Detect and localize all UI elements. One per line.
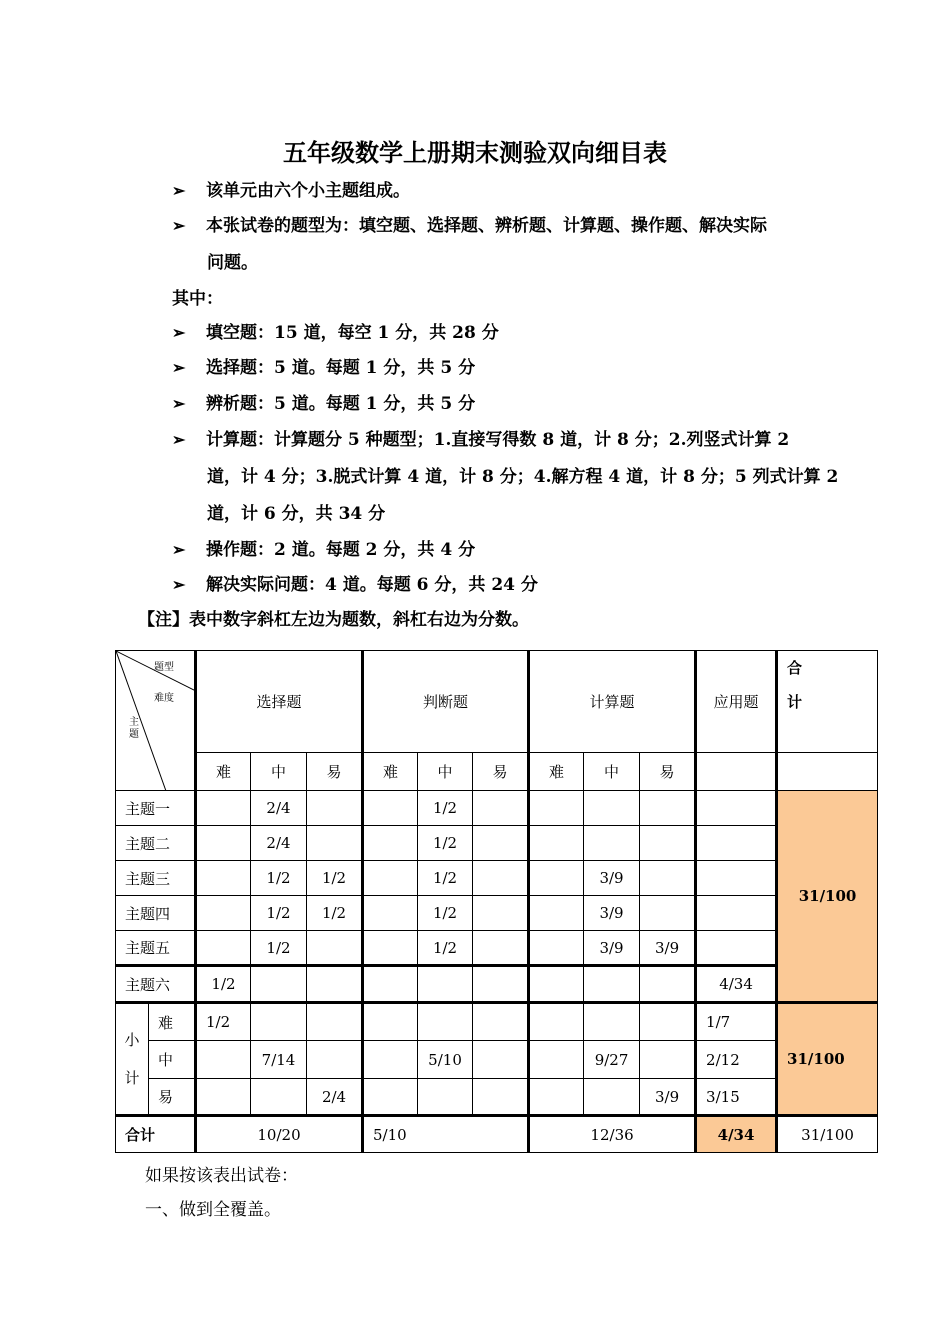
subtotal-row: [116, 1079, 878, 1116]
bullet-continuation: 道，计 4 分；3.脱式计算 4 道，计 8 分；4.解方程 4 道，计 8 分；5 列式计算 2: [207, 467, 839, 487]
bullet-line: [172, 425, 789, 450]
cell-calc-mid: [584, 1003, 640, 1041]
bullet-text: 计算题：计算题分 5 种题型；1.直接写得数 8 道，计 8 分；2.列竖式计算 2: [206, 430, 790, 450]
level-easy: 易: [307, 753, 363, 791]
subtotal-level: 易: [149, 1079, 196, 1116]
cell-judge-easy: [473, 791, 529, 826]
grand-total-label: 合计: [116, 1116, 196, 1153]
grand-total-row: [116, 1116, 878, 1153]
type-total-a: 合: [787, 659, 803, 677]
cell-calc-hard: [529, 1079, 584, 1116]
cell-calc-mid: 3/9: [584, 896, 640, 931]
cell-calc-hard: [529, 896, 584, 931]
cell-judge-hard: [363, 1079, 418, 1116]
cell-calc-easy: [640, 896, 696, 931]
cell-judge-hard: [363, 966, 418, 1003]
type-apply: 应用题: [696, 651, 777, 753]
header-level-row: [116, 753, 878, 791]
level-easy: 易: [473, 753, 529, 791]
arrow-bullet-icon: ➢: [172, 216, 186, 235]
table-row: [116, 931, 878, 966]
bullet-text: 辨析题：5 道。每题 1 分，共 5 分: [206, 394, 476, 414]
type-choice: 选择题: [196, 651, 363, 753]
type-total-b: 计: [787, 693, 803, 711]
cell-calc-easy: 3/9: [640, 931, 696, 966]
type-total: [777, 651, 878, 753]
cell-choice-easy: [307, 1041, 363, 1079]
bullet-continuation: 问题。: [207, 253, 258, 273]
cell-judge-hard: [363, 931, 418, 966]
cell-calc-hard: [529, 966, 584, 1003]
bullet-line: [172, 389, 475, 414]
cell-calc-hard: [529, 931, 584, 966]
grand-choice: 10/20: [196, 1116, 363, 1153]
cell-apply: 4/34: [696, 966, 777, 1003]
level-mid: 中: [584, 753, 640, 791]
cell-choice-mid: [251, 966, 307, 1003]
table-note: 【注】表中数字斜杠左边为题数，斜杠右边为分数。: [138, 610, 529, 630]
cell-apply: 1/7: [696, 1003, 777, 1041]
cell-choice-easy: [307, 1003, 363, 1041]
arrow-bullet-icon: ➢: [172, 540, 186, 559]
cell-choice-mid: [251, 1079, 307, 1116]
after-line-1: 如果按该表出试卷：: [145, 1166, 298, 1186]
cell-calc-easy: [640, 1041, 696, 1079]
cell-judge-mid: 1/2: [418, 826, 473, 861]
cell-judge-easy: [473, 861, 529, 896]
cell-choice-mid: 1/2: [251, 861, 307, 896]
cell-choice-hard: 1/2: [196, 1003, 251, 1041]
diagonal-header-cell: [116, 651, 196, 791]
cell-apply: [696, 791, 777, 826]
cell-choice-easy: [307, 931, 363, 966]
cell-choice-mid: 2/4: [251, 791, 307, 826]
subtotal-label-a: 小: [124, 1031, 140, 1049]
cell-judge-mid: 1/2: [418, 791, 473, 826]
grand-calc: 12/36: [529, 1116, 696, 1153]
cell-apply: [696, 826, 777, 861]
cell-apply: [696, 896, 777, 931]
topic-label: 主题五: [116, 931, 196, 966]
cell-choice-easy: [307, 966, 363, 1003]
after-line-2: 一、做到全覆盖。: [145, 1200, 281, 1220]
cell-choice-hard: [196, 1041, 251, 1079]
specification-table: [115, 650, 878, 1153]
cell-calc-easy: [640, 861, 696, 896]
topic-label: 主题三: [116, 861, 196, 896]
cell-calc-hard: [529, 826, 584, 861]
cell-calc-easy: [640, 826, 696, 861]
cell-judge-easy: [473, 1003, 529, 1041]
level-easy: 易: [640, 753, 696, 791]
bullet-text: 操作题：2 道。每题 2 分，共 4 分: [206, 540, 476, 560]
cell-choice-easy: 1/2: [307, 896, 363, 931]
corner-difficulty-label: 难度: [154, 693, 174, 704]
bullet-line: [172, 570, 538, 595]
corner-topic-label-b: 题: [129, 729, 139, 740]
cell-judge-easy: [473, 1079, 529, 1116]
grand-total: 31/100: [777, 1116, 878, 1153]
cell-choice-easy: 2/4: [307, 1079, 363, 1116]
type-judge: 判断题: [363, 651, 529, 753]
level-hard: 难: [196, 753, 251, 791]
bullet-text: 选择题：5 道。每题 1 分，共 5 分: [206, 358, 476, 378]
cell-judge-mid: 5/10: [418, 1041, 473, 1079]
cell-judge-mid: 1/2: [418, 896, 473, 931]
bullet-text: 填空题：15 道，每空 1 分，共 28 分: [206, 323, 499, 343]
subtotal-level: 中: [149, 1041, 196, 1079]
bullet-line: [172, 211, 767, 236]
arrow-bullet-icon: ➢: [172, 181, 186, 200]
cell-judge-mid: [418, 1003, 473, 1041]
cell-judge-hard: [363, 791, 418, 826]
header-type-row: [116, 651, 878, 753]
level-total-blank: [777, 753, 878, 791]
corner-type-label: 题型: [154, 662, 174, 673]
cell-judge-mid: [418, 1079, 473, 1116]
cell-calc-easy: [640, 1003, 696, 1041]
cell-calc-hard: [529, 791, 584, 826]
cell-apply: [696, 931, 777, 966]
table-row: [116, 896, 878, 931]
cell-choice-hard: [196, 896, 251, 931]
cell-judge-mid: [418, 966, 473, 1003]
cell-choice-hard: 1/2: [196, 966, 251, 1003]
cell-choice-easy: [307, 826, 363, 861]
cell-judge-hard: [363, 1041, 418, 1079]
subtotal-row: [116, 1041, 878, 1079]
subtotal-level: 难: [149, 1003, 196, 1041]
cell-calc-mid: [584, 1079, 640, 1116]
cell-choice-easy: [307, 791, 363, 826]
cell-choice-mid: 1/2: [251, 896, 307, 931]
cell-choice-hard: [196, 861, 251, 896]
topic-label: 主题四: [116, 896, 196, 931]
cell-judge-hard: [363, 826, 418, 861]
bullet-line: [172, 353, 475, 378]
cell-choice-mid: 7/14: [251, 1041, 307, 1079]
cell-choice-hard: [196, 791, 251, 826]
cell-judge-mid: 1/2: [418, 861, 473, 896]
arrow-bullet-icon: ➢: [172, 323, 186, 342]
type-calc: 计算题: [529, 651, 696, 753]
topic-label: 主题二: [116, 826, 196, 861]
cell-judge-hard: [363, 1003, 418, 1041]
cell-calc-mid: 3/9: [584, 931, 640, 966]
bullet-text: 该单元由六个小主题组成。: [206, 181, 410, 201]
level-apply-blank: [696, 753, 777, 791]
arrow-bullet-icon: ➢: [172, 358, 186, 377]
arrow-bullet-icon: ➢: [172, 394, 186, 413]
cell-judge-easy: [473, 966, 529, 1003]
topic-rows: [116, 791, 878, 1003]
subtotal-total: 31/100: [777, 1003, 878, 1116]
topic-label: 主题六: [116, 966, 196, 1003]
cell-calc-mid: 3/9: [584, 861, 640, 896]
bullet-line: [172, 318, 499, 343]
bullet-line: [172, 535, 475, 560]
cell-judge-mid: 1/2: [418, 931, 473, 966]
grand-judge: 5/10: [363, 1116, 529, 1153]
cell-judge-easy: [473, 896, 529, 931]
cell-calc-easy: 3/9: [640, 1079, 696, 1116]
bullet-text: 本张试卷的题型为：填空题、选择题、辨析题、计算题、操作题、解决实际: [206, 216, 767, 236]
cell-judge-easy: [473, 826, 529, 861]
topic-label: 主题一: [116, 791, 196, 826]
subtotal-row: [116, 1003, 878, 1041]
bullet-continuation: 道，计 6 分，共 34 分: [207, 504, 386, 524]
cell-judge-easy: [473, 1041, 529, 1079]
page-title: 五年级数学上册期末测验双向细目表: [283, 139, 667, 167]
subtotal-label-b: 计: [124, 1069, 140, 1087]
table-row: [116, 791, 878, 826]
arrow-bullet-icon: ➢: [172, 430, 186, 449]
bullet-line: [172, 176, 410, 201]
cell-choice-mid: 2/4: [251, 826, 307, 861]
arrow-bullet-icon: ➢: [172, 575, 186, 594]
cell-calc-mid: [584, 791, 640, 826]
level-hard: 难: [363, 753, 418, 791]
among-label: 其中：: [172, 289, 223, 309]
cell-judge-hard: [363, 896, 418, 931]
level-mid: 中: [251, 753, 307, 791]
table-row: [116, 861, 878, 896]
level-hard: 难: [529, 753, 584, 791]
cell-calc-hard: [529, 1041, 584, 1079]
cell-choice-hard: [196, 826, 251, 861]
cell-judge-easy: [473, 931, 529, 966]
grand-apply: 4/34: [696, 1116, 777, 1153]
cell-choice-hard: [196, 1079, 251, 1116]
cell-choice-hard: [196, 931, 251, 966]
subtotal-label: [116, 1003, 149, 1116]
cell-calc-hard: [529, 1003, 584, 1041]
cell-choice-mid: [251, 1003, 307, 1041]
cell-calc-mid: [584, 826, 640, 861]
cell-calc-mid: 9/27: [584, 1041, 640, 1079]
cell-calc-hard: [529, 861, 584, 896]
cell-apply: [696, 861, 777, 896]
table-row: [116, 826, 878, 861]
cell-apply: 2/12: [696, 1041, 777, 1079]
cell-calc-easy: [640, 791, 696, 826]
cell-choice-easy: 1/2: [307, 861, 363, 896]
cell-calc-easy: [640, 966, 696, 1003]
cell-calc-mid: [584, 966, 640, 1003]
cell-judge-hard: [363, 861, 418, 896]
cell-apply: 3/15: [696, 1079, 777, 1116]
bullet-text: 解决实际问题：4 道。每题 6 分，共 24 分: [206, 575, 538, 595]
topics-total: 31/100: [777, 791, 878, 1003]
level-mid: 中: [418, 753, 473, 791]
cell-choice-mid: 1/2: [251, 931, 307, 966]
corner-topic-label-a: 主: [129, 717, 139, 728]
table-row: [116, 966, 878, 1003]
subtotal-rows: [116, 1003, 878, 1116]
